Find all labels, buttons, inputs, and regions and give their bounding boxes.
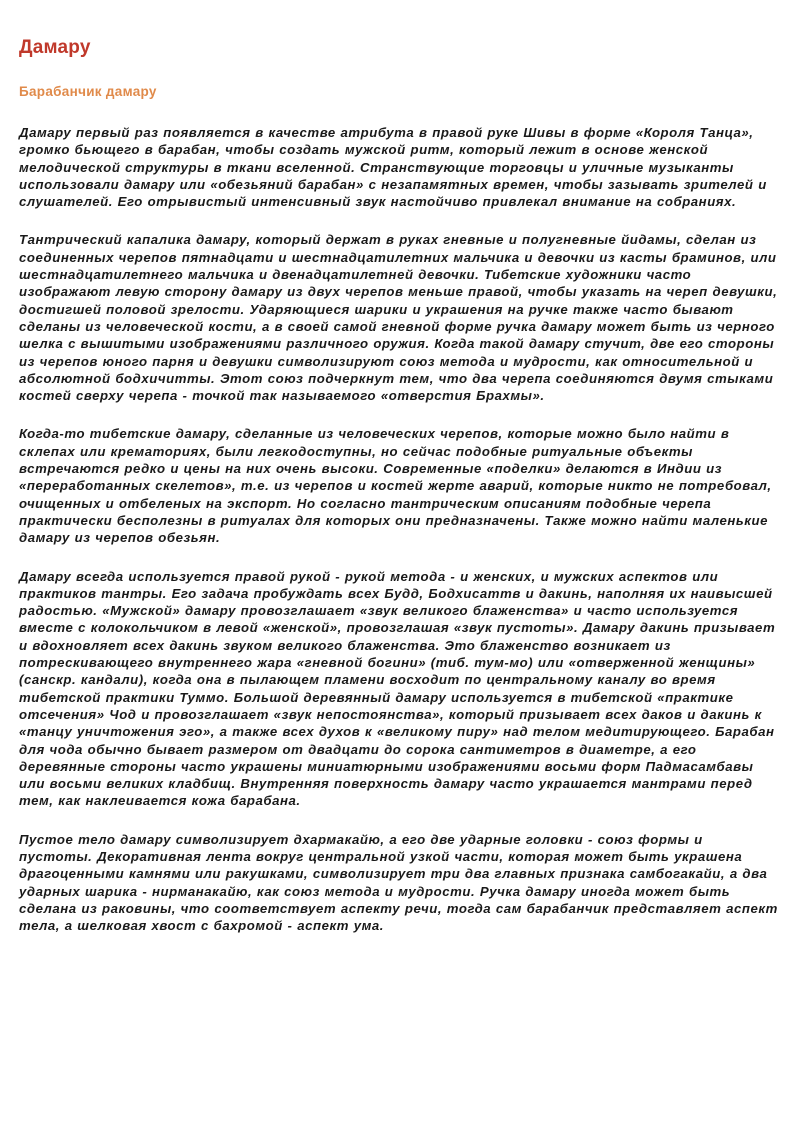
paragraph: Дамару всегда используется правой рукой - рукой метода - и женских, и мужских аспектов или практиков тантры. Его задача пробуждать всех Будд, Бодхисаттв и дакинь, наполняя их наивысшей радостью. «Мужской» дамару провозглашает «звук великого блаженства» и часто используется вместе с колокольчиком в левой «женской», провозглашая «звук пустоты». Дамару дакинь призывает и вдохновляет всех дакинь звуком великого блаженства. Это блаженство возникает из потрескивающего внутреннего жара «гневной богини» (тиб. тум-мо) или «отверженной женщины» (санскр. кандали), когда она в пылающем пламени восходит по центральному каналу во время тибетской практики Туммо. Большой деревянный дамару используется в тибетской «практике отсечения» Чод и провозглашает «звук непостоянства», который призывает всех даков и дакинь к «танцу уничтожения эго», а также всех духов к «великому пиру» над телом медитирующего. Барабан для чода обычно бывает размером от двадцати до сорока сантиметров в диаметре, а его деревянные стороны часто украшены миниатюрными изображениями восьми форм Падмасамбавы или восьми великих кладбищ. Внутренняя поверхность дамару часто украшается мантрами перед тем, как наклеивается кожа барабана. — [19, 568, 776, 809]
paragraph: Когда-то тибетские дамару, сделанные из человеческих черепов, которые можно было найти в склепах или крематориях, были легкодоступны, но сейчас подобные ритуальные объекты встречаются редко и цены на них очень высоки. Современные «поделки» делаются в Индии из «переработанных скелетов», т.е. из черепов и костей жерте аварий, которые никто не потребовал, очищенных и отбеленых на экспорт. Но согласно тантрическим описаниям подобные черепа практически бесполезны в ритуалах для которых они предназначены. Также можно найти маленькие дамару из черепов обезьян. — [19, 426, 772, 546]
page-title: Дамару — [19, 37, 91, 58]
paragraph: Пустое тело дамару символизирует дхармакайю, а его две ударные головки - союз формы и пустоты. Декоративная лента вокруг центральной узкой части, которая может быть украшена драгоценными камнями или ракушками, символизирует три два главных признака самбогакайи, а два ударных шарика - нирманакайю, как союз метода и мудрости. Ручка дамару иногда может быть сделана из раковины, что соответствует аспекту речи, тогда сам барабанчик представляет аспект тела, а шелковая хвост с бахромой - аспект ума. — [19, 831, 778, 934]
paragraph: Дамару первый раз появляется в качестве атрибута в правой руке Шивы в форме «Короля Танца», громко бьющего в барабан, чтобы создать мужской ритм, который лежит в основе женской мелодической структуры в ткани вселенной. Странствующие торговцы и уличные музыканты использовали дамару или «обезьяний барабан» с незапамятных времен, чтобы зазывать зрителей и слушателей. Его отрывистый интенсивный звук настойчиво привлекал внимание на собраниях. — [19, 125, 767, 210]
paragraph: Тантрический капалика дамару, который держат в руках гневные и полугневные йидамы, сделан из соединенных черепов пятнадцати и шестнадцатилетних мальчика и девочки из касты браминов, или шестнадцатилетнего мальчика и двенадцатилетней девочки. Тибетские художники часто изображают левую сторону дамару из двух черепов меньше правой, чтобы указать на череп девушки, достигшей половой зрелости. Ударяющиеся шарики и украшения на ручке также часто бывают сделаны из человеческой кости, а в своей самой гневной форме ручка дамару может быть из черного шелка с вышитыми изображениями различного оружия. Когда такой дамару стучит, две его стороны из черепов юного парня и девушки символизируют союз метода и мудрости, как относительной и абсолютной бодхичитты. Этот союз подчеркнут тем, что два черепа соединяются двумя стыками костей сверху черепа - точкой так называемого «отверстия Брахмы». — [19, 232, 778, 404]
page-subtitle: Барабанчик дамару — [19, 84, 157, 99]
article-body — [19, 124, 779, 955]
